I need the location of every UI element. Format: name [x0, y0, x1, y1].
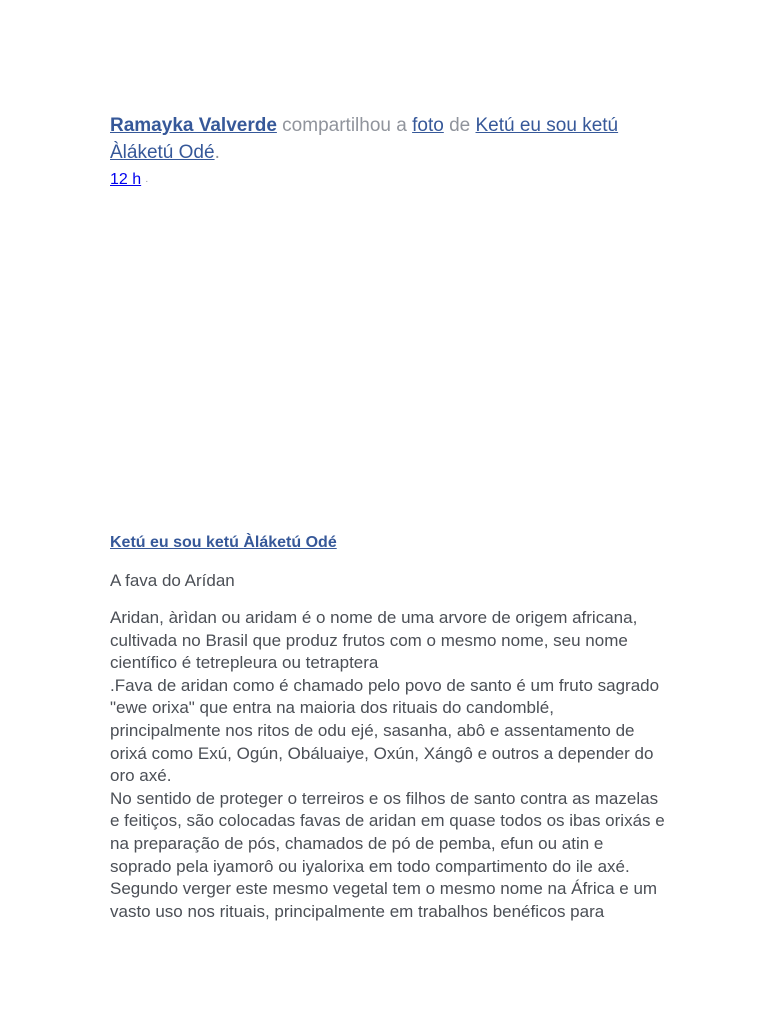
post-subtitle: A fava do Arídan: [110, 571, 235, 590]
photo-link[interactable]: foto: [412, 115, 444, 136]
author-link[interactable]: Ramayka Valverde: [110, 115, 277, 136]
page-name-line1: Ketú eu sou ketú: [475, 115, 619, 136]
body-line: .Fava de aridan como é chamado pelo povo de santo é um fruto sagrado: [110, 675, 660, 695]
shared-text: compartilhou a: [276, 115, 413, 136]
body-line: orixá como Exú, Ogún, Obáluaiye, Oxún, Xángô e outros a depender do: [110, 743, 654, 763]
timestamp-row: [110, 170, 148, 192]
body-line: Segundo verger este mesmo vegetal tem o mesmo nome na África e um: [110, 879, 658, 899]
page-name-line2: Àláketú Odé: [110, 142, 215, 163]
body-line: vasto uso nos rituais, principalmente em trabalhos benéficos para: [110, 901, 605, 921]
time-separator: ·: [145, 176, 149, 187]
body-line: Aridan, àrìdan ou aridam é o nome de uma arvore de origem africana,: [110, 608, 638, 627]
body-line: científico é tetrepleura ou tetraptera: [110, 653, 379, 673]
body-line: No sentido de proteger o terreiros e os filhos de santo contra as mazelas: [110, 788, 659, 808]
body-line: e feitiços, são colocadas favas de aridan em quase todos os ibas orixás e: [110, 811, 665, 831]
timestamp-link[interactable]: 12 h: [110, 171, 142, 188]
body-line: soprado pela iyamorô ou iyalorixa em todo compartimento do ile axé.: [110, 856, 630, 876]
period-text: .: [214, 142, 220, 163]
body-line: oro axé.: [110, 766, 172, 786]
body-line: "ewe orixa" que entra na maioria dos rituais do candomblé,: [110, 698, 554, 718]
post-header: [110, 112, 670, 166]
body-line: cultivada no Brasil que produz frutos com o mesmo nome, seu nome: [110, 630, 628, 650]
body-line: principalmente nos ritos de odu ejé, sasanha, abô e assentamento de: [110, 720, 635, 740]
body-line: na preparação de pós, chamados de pó de pemba, efun ou atin e: [110, 833, 604, 853]
of-text: de: [443, 115, 476, 136]
post-body: [110, 607, 670, 923]
page-title-link[interactable]: Ketú eu sou ketú Àláketú Odé: [110, 534, 337, 551]
